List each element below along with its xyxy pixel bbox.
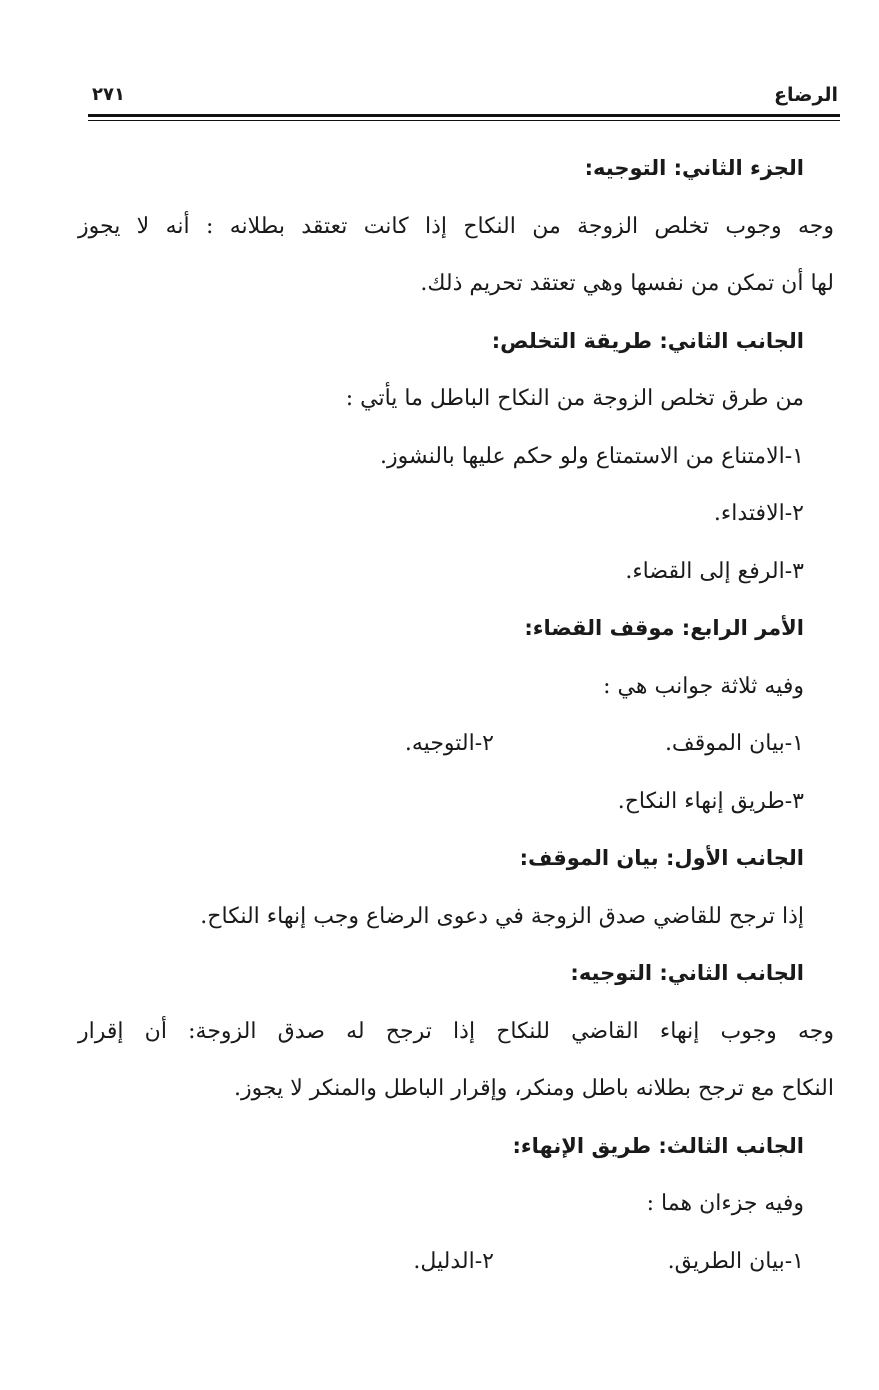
list-item: ١-الامتناع من الاستمتاع ولو حكم عليها بالنشوز.: [380, 443, 804, 469]
list-item: ١-بيان الطريق.: [667, 1248, 804, 1274]
list-item: ٢-الدليل.: [413, 1248, 494, 1274]
paragraph-line: النكاح مع ترجح بطلانه باطل ومنكر، وإقرار الباطل والمنكر لا يجوز.: [233, 1076, 834, 1101]
list-item: ٣-طريق إنهاء النكاح.: [617, 788, 804, 814]
section-heading: الأمر الرابع: موقف القضاء:: [524, 616, 804, 640]
list-item: ٢-الافتداء.: [713, 501, 804, 526]
section-heading: الجزء الثاني: التوجيه:: [584, 156, 804, 180]
page-body: [78, 140, 834, 1290]
header-rule-thin: [88, 120, 840, 121]
paragraph-line: وفيه ثلاثة جوانب هي :: [603, 673, 804, 699]
page-number: ٢٧١: [92, 84, 125, 105]
section-heading: الجانب الثاني: طريقة التخلص:: [491, 328, 804, 353]
page-header: [88, 78, 838, 114]
list-row: [78, 715, 834, 773]
section-heading: الجانب الثاني: التوجيه:: [570, 961, 804, 985]
paragraph-line: من طرق تخلص الزوجة من النكاح الباطل ما يأتي :: [345, 386, 804, 411]
list-item: ٢-التوجيه.: [404, 731, 494, 756]
list-row: [78, 1233, 834, 1291]
paragraph-line: وجه وجوب تخلص الزوجة من النكاح إذا كانت تعتقد بطلانه : أنه لا يجوز: [78, 213, 834, 239]
section-heading: الجانب الثالث: طريق الإنهاء:: [512, 1133, 804, 1158]
section-heading: الجانب الأول: بيان الموقف:: [519, 846, 804, 870]
paragraph-line: وفيه جزءان هما :: [646, 1191, 804, 1216]
list-item: ٣-الرفع إلى القضاء.: [625, 558, 804, 584]
paragraph-line: إذا ترجح للقاضي صدق الزوجة في دعوى الرضاع وجب إنهاء النكاح.: [200, 903, 804, 929]
header-rule-thick: [88, 114, 840, 117]
list-item: ١-بيان الموقف.: [664, 731, 804, 756]
paragraph-line: وجه وجوب إنهاء القاضي للنكاح إذا ترجح له صدق الزوجة: أن إقرار: [78, 1018, 834, 1044]
paragraph-line: لها أن تمكن من نفسها وهي تعتقد تحريم ذلك.: [420, 271, 834, 296]
running-title: الرضاع: [774, 84, 838, 106]
